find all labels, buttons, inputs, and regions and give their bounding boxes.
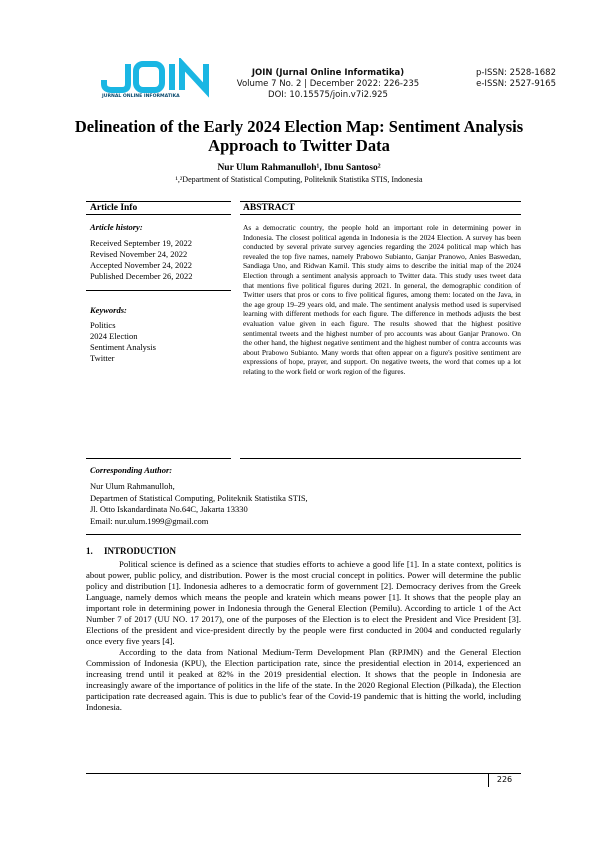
authors: Nur Ulum Rahmanulloh¹, Ibnu Santoso² (217, 163, 381, 173)
abstract-rule-2 (240, 458, 521, 459)
info-rule-1 (86, 214, 231, 215)
history-published: Published December 26, 2022 (90, 271, 193, 281)
journal-info (228, 68, 428, 101)
history-list (90, 238, 192, 282)
doi-link[interactable]: DOI: 10.15575/join.v7i2.925 (268, 90, 388, 100)
issn-block (436, 68, 556, 90)
corresponding-email[interactable]: Email: nur.ulum.1999@gmail.com (90, 515, 209, 526)
keyword-item: Politics (90, 320, 116, 330)
keyword-item: Twitter (90, 353, 115, 363)
abstract-text: As a democratic country, the people hold an important role in determining power in Indonesia. The closest political agenda in Indonesia is the 2024 Election. A survey has been conducted by several private survey agencies regarding the 2024 political map which has revealed the top five names, namely Prabowo Subianto, Ganjar Pranowo, Anies Baswedan, Sandiaga Uno, and Ridwan Kamil. This study aims to describe the initial map of the 2024 Election through a sentiment analysis approach to Twitter data. This study uses tweet data that mentions five political figures during 2021. In general, the demographic condition of Twitter users that pros or cons to five political figures, among them: located on the Java, in the age group 19–29 years old, and male. The sentiment analysis method used is supervised learning with different methods for each figure. The difference in methods adjusts the best evaluation value given in each figure. The results showed that the highest positive sentimental tweets and the highest number of pro accounts was about Ganjar Pranowo. On the other hand, the highest negative sentiment and the highest number of contra accounts was about Prabowo Subianto. Many words that often appear on a figure's positive sentiment are expressions of hope, prayer, and support. On negative tweets, the word that comes up a lot relating to the work field or work region of the figures. (243, 223, 521, 376)
logo-subtext: JURNAL ONLINE INFORMATIKA (102, 94, 180, 98)
article-info-heading: Article Info (90, 203, 138, 213)
info-rule-3 (86, 458, 231, 459)
p-issn: p-ISSN: 2528-1682 (475, 68, 556, 78)
corresponding-details (90, 481, 308, 527)
paper-title (60, 117, 538, 155)
corresponding-rule (86, 534, 521, 535)
keyword-item: 2024 Election (90, 331, 138, 341)
history-revised: Revised November 24, 2022 (90, 249, 188, 259)
corresponding-dept: Departmen of Statistical Computing, Politeknik Statistika STIS, (90, 492, 308, 503)
intro-paragraph-2: According to the data from National Medium-Term Development Plan (RPJMN) and the General Election Commission of Indonesia (KPU), the Election participation rate, since the presidential election in 2014, experienced an increasing trend until it peaked at 82% in the 2019 presidential election. It shows that the people in Indonesia are increasingly aware of the importance of politics in the life of the state. In the 2020 Regional Election (Pilkada), the Election participation rate decreased again. This is due to public's fear of the Covid-19 pandemic that is hitting the world, including Indonesia. (86, 647, 521, 712)
abstract-rule-1 (240, 214, 521, 215)
history-heading: Article history: (90, 222, 143, 232)
keyword-item: Sentiment Analysis (90, 342, 156, 352)
introduction-heading: 1. INTRODUCTION (86, 546, 177, 556)
history-received: Received September 19, 2022 (90, 238, 192, 248)
keywords-heading: Keywords: (90, 305, 127, 315)
top-rule-left (86, 201, 231, 202)
journal-name: JOIN (Jurnal Online Informatika) (251, 68, 405, 78)
info-rule-2 (86, 290, 231, 291)
e-issn: e-ISSN: 2527-9165 (476, 79, 556, 89)
introduction-body (86, 559, 521, 713)
top-rule-right (240, 201, 521, 202)
intro-paragraph-1: Political science is defined as a science that studies efforts to achieve a good life [1]. In a state context, politics is about power, public policy, and distribution. Power is the most crucial concept in politics. Power will determine the public policy and distribution [1]. Indonesia adheres to a democratic form of government [2]. Democracy derives from the Greek Language, namely demos which means the people and kratein which means power [1]. It shows that the people play an important role in determining power in Indonesia through the General Election (Pemilu). According to article 1 of the Act Number 7 of 2017 (UU NO. 17 2017), one of the purposes of the Election is to elect the President and Vice President [3]. Elections of the president and vice-president directly by the people were first conducted in 2004 and conducted regularly once every five years [4]. (86, 559, 521, 646)
page-number: 226 (496, 775, 513, 784)
volume-line: Volume 7 No. 2 | December 2022: 226-235 (236, 79, 420, 89)
abstract-heading: ABSTRACT (243, 203, 295, 213)
title-line-1: Delineation of the Early 2024 Election Map: Sentiment Analysis (74, 117, 524, 136)
journal-logo (100, 58, 222, 98)
title-line-2: Approach to Twitter Data (208, 136, 390, 155)
corresponding-heading: Corresponding Author: (90, 465, 173, 475)
footer-rule (86, 773, 521, 774)
corresponding-address: Jl. Otto Iskandardinata No.64C, Jakarta 13330 (90, 504, 248, 514)
keywords-list (90, 320, 156, 364)
history-accepted: Accepted November 24, 2022 (90, 260, 192, 270)
corresponding-name: Nur Ulum Rahmanulloh, (90, 481, 175, 491)
affiliation: ¹,²Department of Statistical Computing, Politeknik Statistika STIS, Indonesia (175, 175, 423, 184)
